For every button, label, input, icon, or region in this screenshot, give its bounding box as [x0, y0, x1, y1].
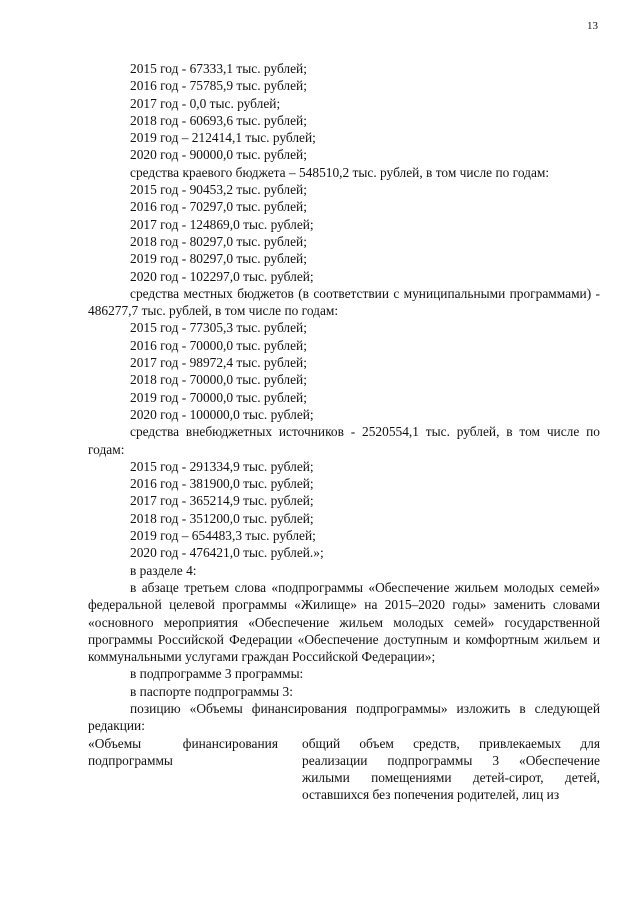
list-item: 2015 год - 90453,2 тыс. рублей; — [130, 182, 307, 198]
list-item: 2019 год - 80297,0 тыс. рублей; — [130, 251, 307, 267]
list-item: 2018 год - 80297,0 тыс. рублей; — [130, 233, 307, 249]
funding-table-label-line2: подпрограммы — [88, 752, 173, 768]
list-item: 2019 год – 212414,1 тыс. рублей; — [130, 130, 316, 146]
list-item: 2015 год - 291334,9 тыс. рублей; — [130, 458, 314, 474]
extra-budget-paragraph: средства внебюджетных источников - 2520554,1 тыс. рублей, в том числе по годам: — [88, 424, 600, 457]
local-budget-paragraph: средства местных бюджетов (в соответствии с муниципальными программами) - 486277,7 тыс. рублей, в том числе по годам: — [88, 285, 600, 319]
list-item: 2016 год - 70000,0 тыс. рублей; — [130, 337, 307, 353]
list-item: 2017 год - 0,0 тыс. рублей; — [130, 95, 281, 111]
list-item: 2016 год - 381900,0 тыс. рублей; — [130, 476, 314, 492]
regional-budget-paragraph: средства краевого бюджета – 548510,2 тыс. рублей, в том числе по годам: — [130, 164, 550, 180]
subprogram-3-heading: в подпрограмме 3 программы: — [130, 666, 304, 682]
list-item: 2020 год - 476421,0 тыс. рублей.»; — [130, 545, 324, 561]
list-item: 2015 год - 77305,3 тыс. рублей; — [130, 320, 307, 336]
list-item: 2020 год - 90000,0 тыс. рублей; — [130, 147, 307, 163]
funding-table-label-line1: «Объемы финансирования — [88, 735, 278, 751]
paragraph-third-amendment: в абзаце третьем слова «подпрограммы «Обеспечение жильем молодых семей» федеральной целевой программы «Жилище» на 2015–2020 годы» заменить словами «основного мероприятия «Обеспечение жильем молодых семей» государственной программы Российской Федерации «Обеспечение доступным и комфортным жильем и коммунальными услугами граждан Российской Федерации»; — [88, 579, 600, 665]
list-item: 2015 год - 67333,1 тыс. рублей; — [130, 61, 307, 76]
list-item: 2019 год - 70000,0 тыс. рублей; — [130, 389, 307, 405]
list-item: 2018 год - 351200,0 тыс. рублей; — [130, 510, 314, 526]
list-item: 2017 год - 124869,0 тыс. рублей; — [130, 216, 314, 232]
list-item: 2016 год - 75785,9 тыс. рублей; — [130, 78, 307, 94]
funding-table-label — [88, 735, 278, 804]
position-instruction: позицию «Объемы финансирования подпрограммы» изложить в следующей редакции: — [88, 700, 600, 734]
funding-list-1 — [88, 60, 600, 164]
list-item: 2020 год - 102297,0 тыс. рублей; — [130, 268, 314, 284]
passport-3-heading: в паспорте подпрограммы 3: — [130, 683, 293, 699]
list-item: 2017 год - 98972,4 тыс. рублей; — [130, 355, 307, 371]
list-item: 2019 год – 654483,3 тыс. рублей; — [130, 528, 316, 544]
list-item: 2018 год - 60693,6 тыс. рублей; — [130, 112, 307, 128]
funding-list-2 — [88, 181, 600, 285]
list-item: 2016 год - 70297,0 тыс. рублей; — [130, 199, 307, 215]
funding-table-value: общий объем средств, привлекаемых для реализации подпрограммы 3 «Обеспечение жилыми помещениями детей-сирот, детей, оставшихся без попечения родителей, лиц из — [302, 735, 600, 803]
list-item: 2020 год - 100000,0 тыс. рублей; — [130, 406, 314, 422]
funding-table — [88, 735, 600, 804]
document-body — [88, 60, 600, 804]
page-number: 13 — [587, 20, 598, 32]
funding-list-4 — [88, 458, 600, 562]
list-item: 2017 год - 365214,9 тыс. рублей; — [130, 493, 314, 509]
section-4-heading: в разделе 4: — [130, 562, 197, 578]
funding-list-3 — [88, 319, 600, 423]
list-item: 2018 год - 70000,0 тыс. рублей; — [130, 372, 307, 388]
